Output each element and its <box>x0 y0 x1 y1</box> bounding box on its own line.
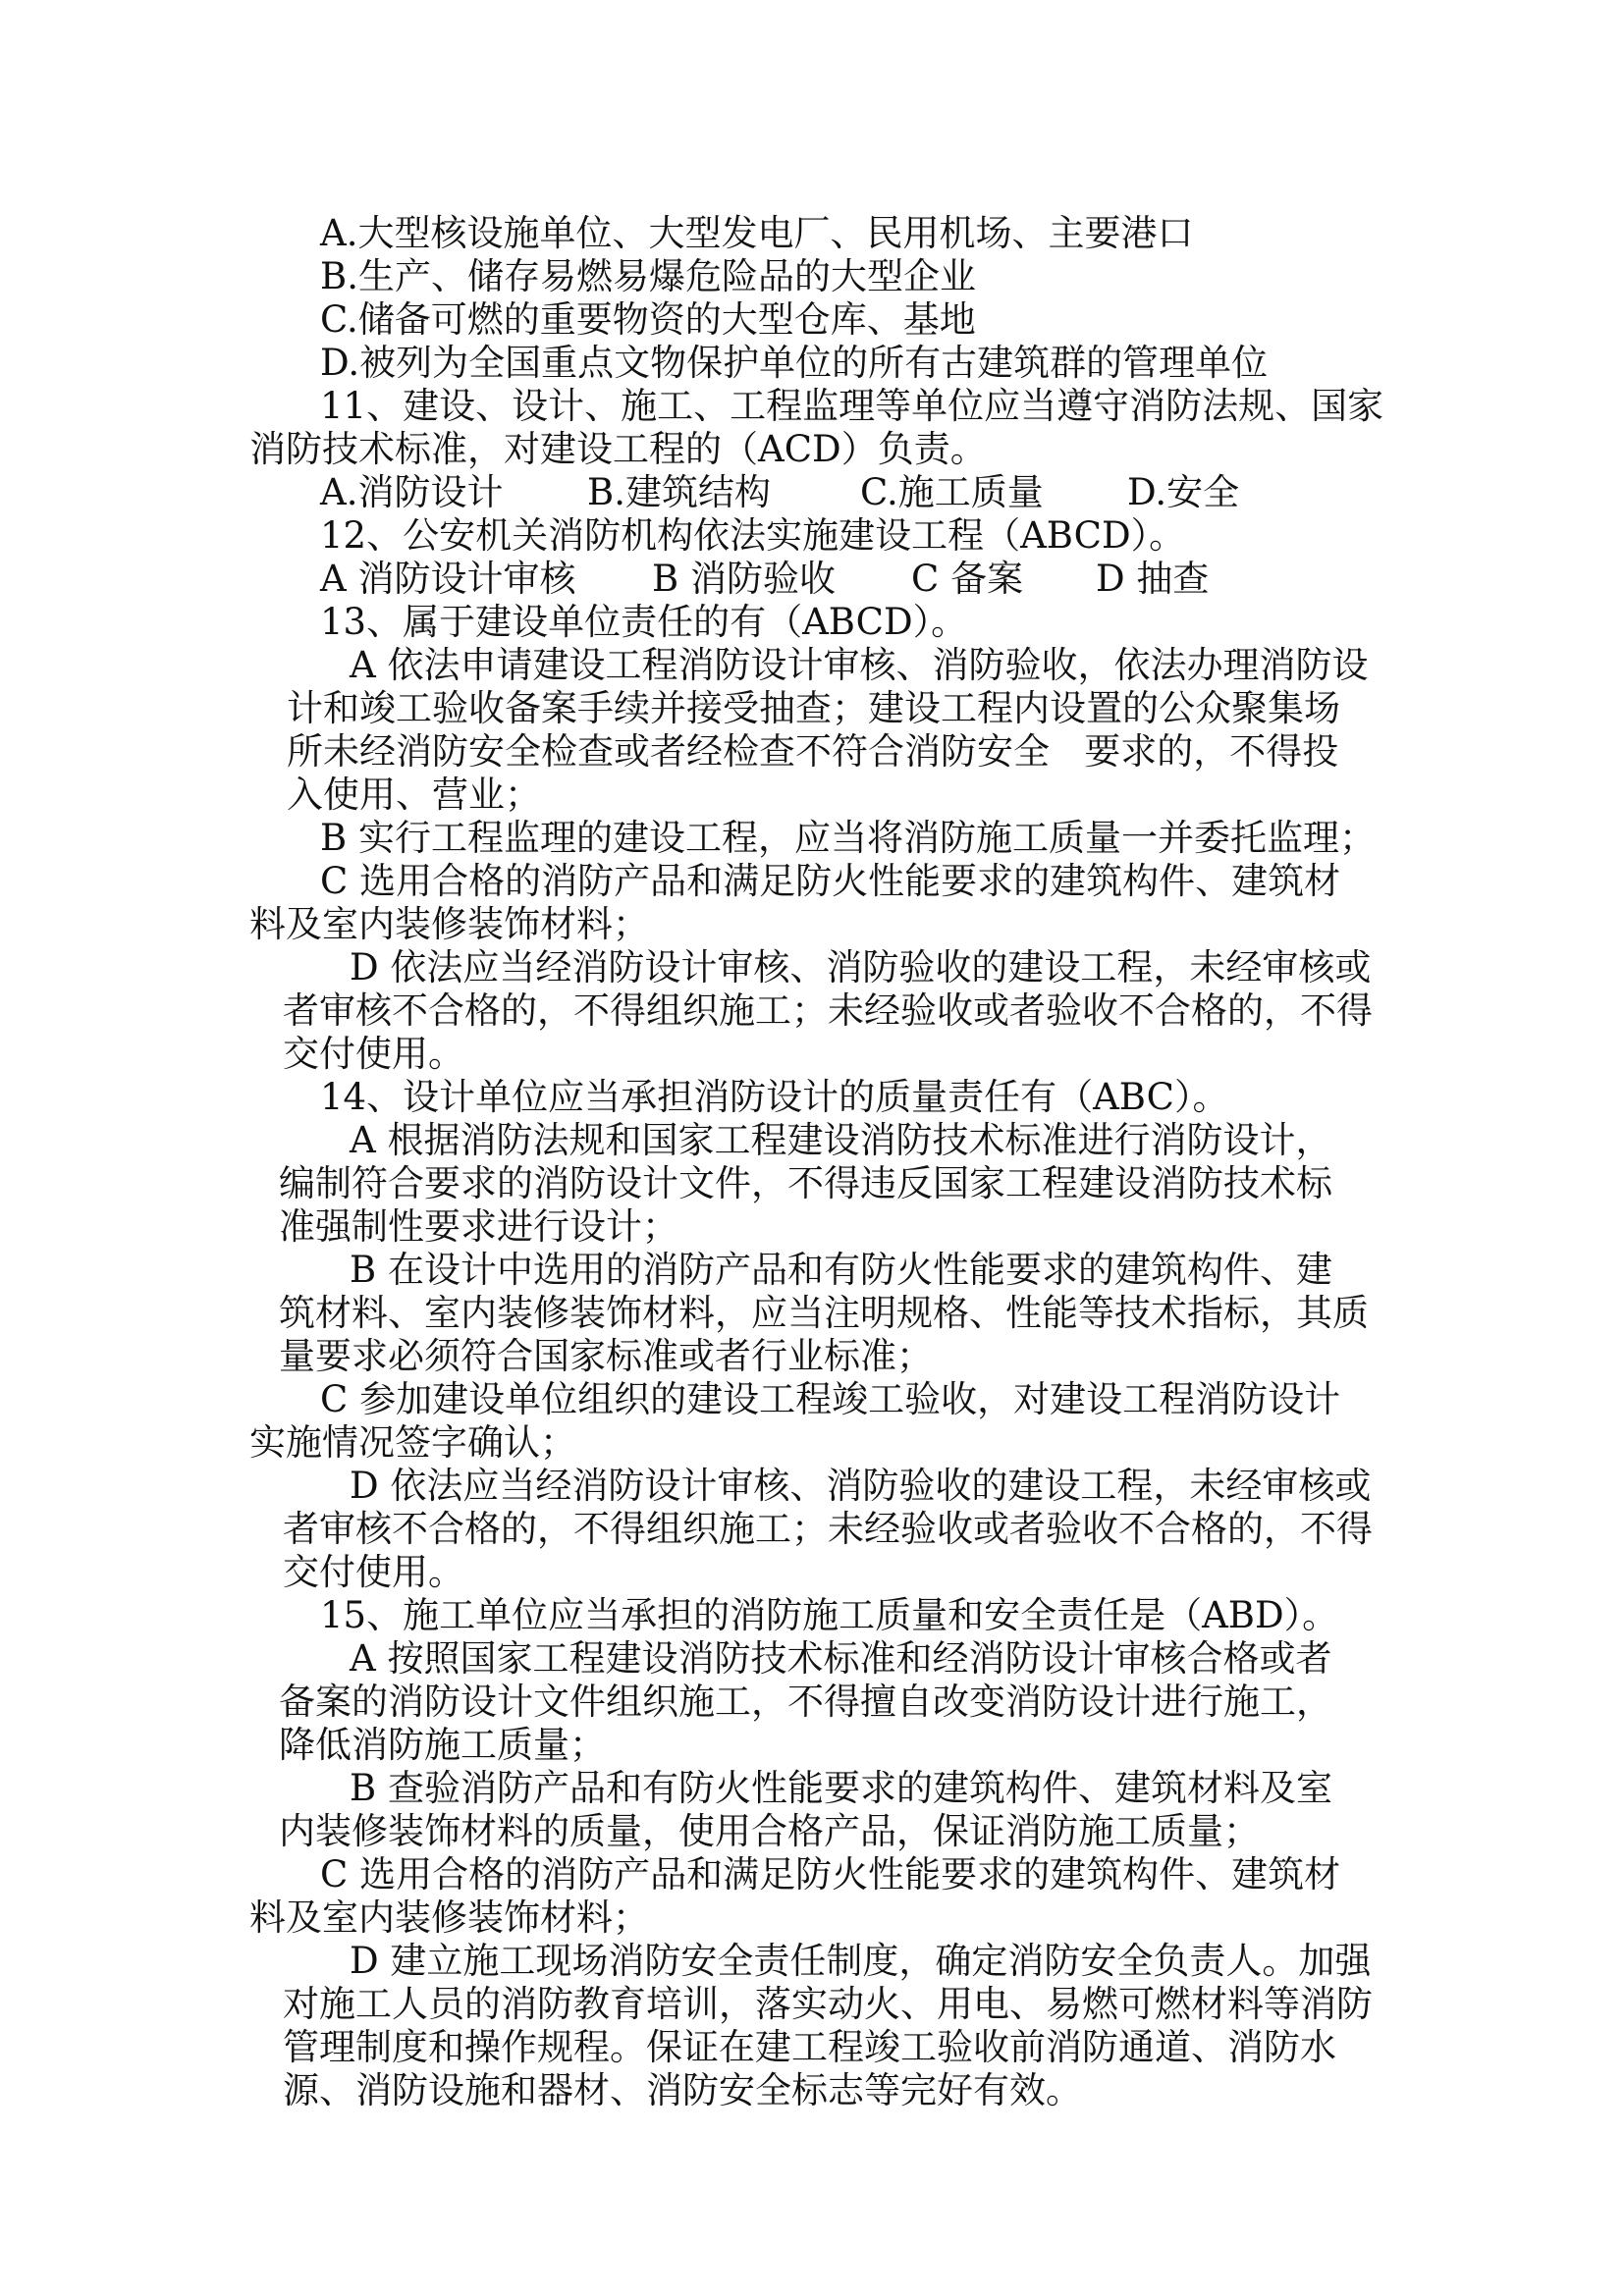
q11-option-c: C.施工质量 <box>860 471 1044 513</box>
q13-a-line4: 入使用、营业； <box>287 774 541 816</box>
q10-option-a: A.大型核设施单位、大型发电厂、民用机场、主要港口 <box>320 212 1194 254</box>
q15-b-line1: B 查验消防产品和有防火性能要求的建筑构件、建筑材料及室 <box>350 1767 1332 1809</box>
q13-stem: 13、属于建设单位责任的有（ABCD）。 <box>320 601 968 643</box>
q15-a-line2: 备案的消防设计文件组织施工，不得擅自改变消防设计进行施工， <box>279 1681 1332 1723</box>
q12-option-d: D 抽查 <box>1096 558 1210 600</box>
q15-d-line4: 源、消防设施和器材、消防安全标志等完好有效。 <box>283 2069 1082 2111</box>
q13-d-line2: 者审核不合格的，不得组织施工；未经验收或者验收不合格的，不得 <box>283 989 1373 1032</box>
q11-option-d: D.安全 <box>1127 471 1240 513</box>
q14-a-line1: A 根据消防法规和国家工程建设消防技术标准进行消防设计， <box>350 1119 1332 1161</box>
q13-a-line2: 计和竣工验收备案手续并接受抽查；建设工程内设置的公众聚集场 <box>287 687 1340 729</box>
q11-option-a: A.消防设计 <box>320 471 504 513</box>
q15-d-line1: D 建立施工现场消防安全责任制度，确定消防安全负责人。加强 <box>350 1940 1372 1982</box>
q13-d-line1: D 依法应当经消防设计审核、消防验收的建设工程，未经审核或 <box>350 946 1372 988</box>
q11-option-b: B.建筑结构 <box>587 471 771 513</box>
q15-d-line2: 对施工人员的消防教育培训，落实动火、用电、易燃可燃材料等消防 <box>283 1983 1373 2025</box>
q14-c-line1: C 参加建设单位组织的建设工程竣工验收，对建设工程消防设计 <box>320 1378 1341 1420</box>
q13-c-line2: 料及室内装修装饰材料； <box>249 903 649 945</box>
q14-d-line2: 者审核不合格的，不得组织施工；未经验收或者验收不合格的，不得 <box>283 1508 1373 1550</box>
q15-a-line1: A 按照国家工程建设消防技术标准和经消防设计审核合格或者 <box>350 1637 1332 1680</box>
q14-a-line2: 编制符合要求的消防设计文件，不得违反国家工程建设消防技术标 <box>279 1162 1332 1204</box>
q15-c-line1: C 选用合格的消防产品和满足防火性能要求的建筑构件、建筑材 <box>320 1853 1341 1896</box>
q12-option-b: B 消防验收 <box>652 558 836 600</box>
q12-stem: 12、公安机关消防机构依法实施建设工程（ABCD）。 <box>320 514 1186 557</box>
q14-stem: 14、设计单位应当承担消防设计的质量责任有（ABC）。 <box>320 1076 1229 1118</box>
q14-a-line3: 准强制性要求进行设计； <box>279 1205 678 1248</box>
q10-option-d: D.被列为全国重点文物保护单位的所有古建筑群的管理单位 <box>320 342 1269 384</box>
q10-option-b: B.生产、储存易燃易爆危险品的大型企业 <box>320 255 976 297</box>
q15-c-line2: 料及室内装修装饰材料； <box>249 1896 649 1939</box>
q15-b-line2: 内装修装饰材料的质量，使用合格产品，保证消防施工质量； <box>279 1810 1260 1852</box>
q13-a-line3: 所未经消防安全检查或者经检查不符合消防安全 要求的，不得投 <box>287 730 1339 773</box>
q14-b-line1: B 在设计中选用的消防产品和有防火性能要求的建筑构件、建 <box>350 1249 1332 1291</box>
q14-b-line3: 量要求必须符合国家标准或者行业标准； <box>279 1335 933 1377</box>
q12-option-a: A 消防设计审核 <box>320 558 576 600</box>
q14-b-line2: 筑材料、室内装修装饰材料，应当注明规格、性能等技术指标，其质 <box>279 1292 1369 1334</box>
q15-d-line3: 管理制度和操作规程。保证在建工程竣工验收前消防通道、消防水 <box>283 2026 1336 2068</box>
q11-stem-line2: 消防技术标准，对建设工程的（ACD）负责。 <box>249 428 987 470</box>
q13-c-line1: C 选用合格的消防产品和满足防火性能要求的建筑构件、建筑材 <box>320 860 1341 902</box>
q15-stem: 15、施工单位应当承担的消防施工质量和安全责任是（ABD）。 <box>320 1594 1339 1636</box>
q13-b-line1: B 实行工程监理的建设工程，应当将消防施工质量一并委托监理； <box>320 817 1376 859</box>
q14-d-line1: D 依法应当经消防设计审核、消防验收的建设工程，未经审核或 <box>350 1465 1372 1507</box>
q13-a-line1: A 依法申请建设工程消防设计审核、消防验收，依法办理消防设 <box>350 644 1369 686</box>
q14-d-line3: 交付使用。 <box>283 1551 464 1593</box>
q14-c-line2: 实施情况签字确认； <box>249 1421 576 1464</box>
q11-stem-line1: 11、建设、设计、施工、工程监理等单位应当遵守消防法规、国家 <box>320 385 1384 427</box>
q10-option-c: C.储备可燃的重要物资的大型仓库、基地 <box>320 298 976 341</box>
q15-a-line3: 降低消防施工质量； <box>279 1724 606 1766</box>
q12-option-c: C 备案 <box>911 558 1024 600</box>
q13-d-line3: 交付使用。 <box>283 1033 464 1075</box>
